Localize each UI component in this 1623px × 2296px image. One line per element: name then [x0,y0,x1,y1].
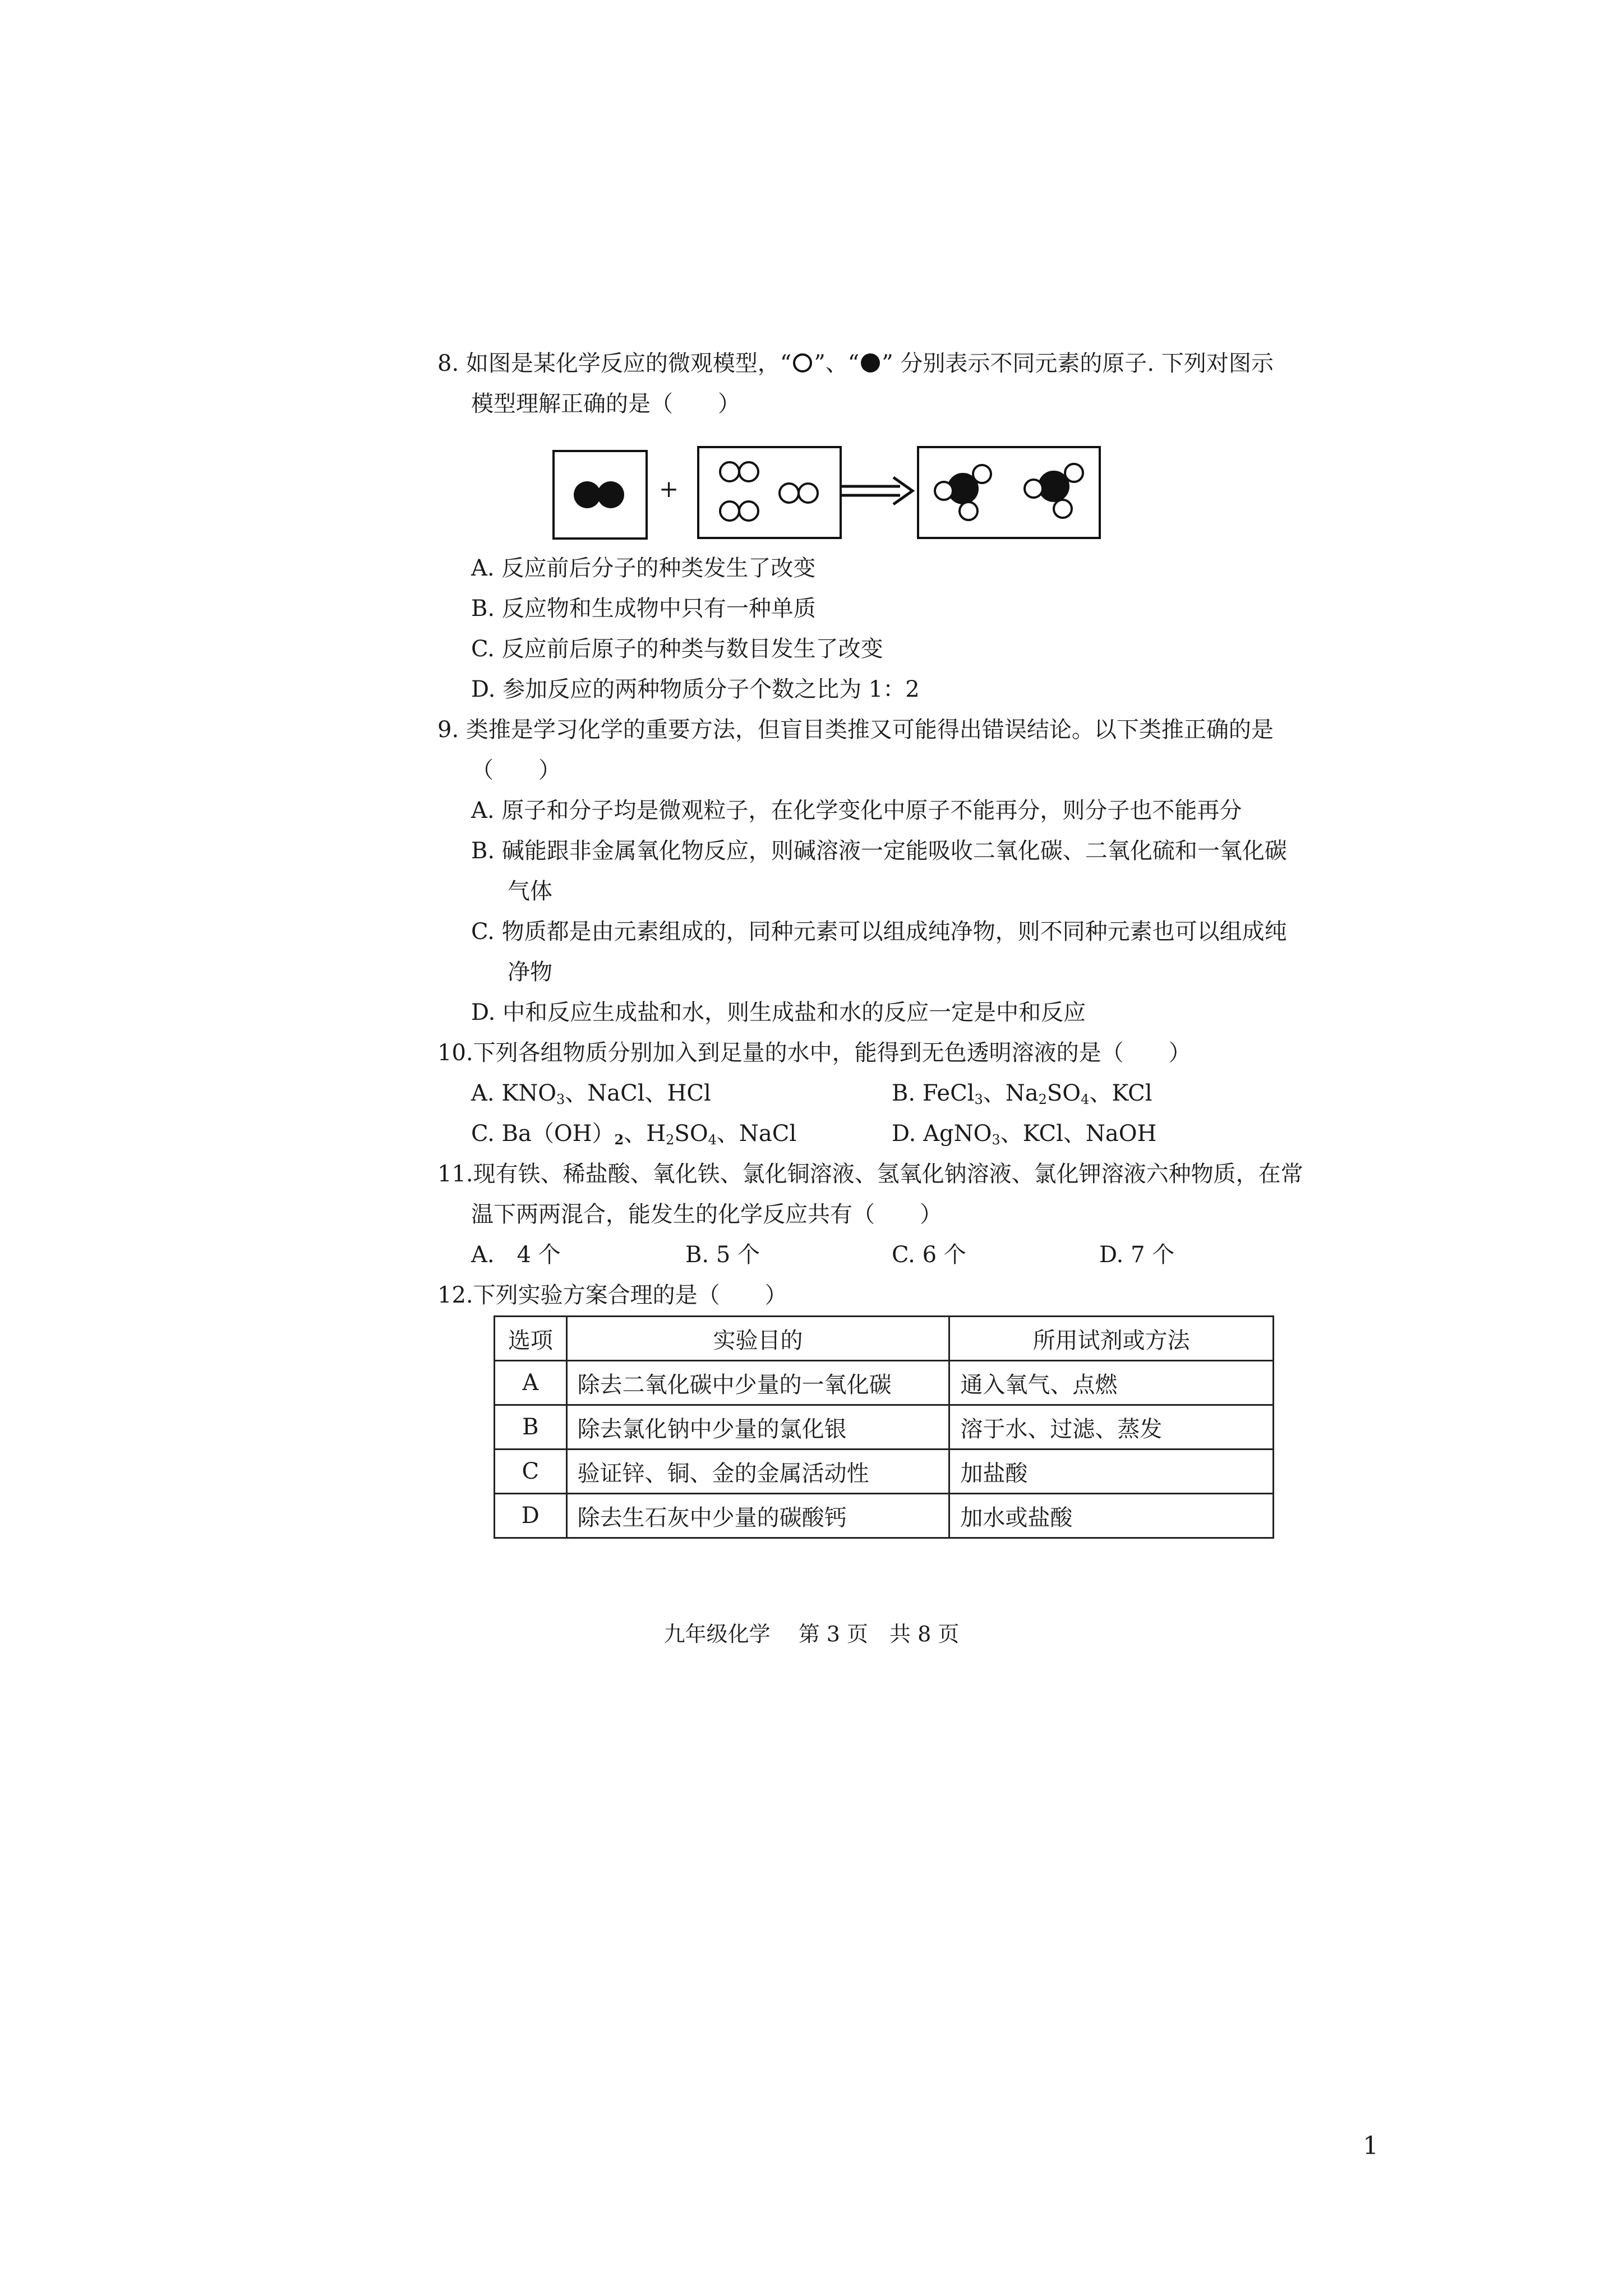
q8-option-a[interactable]: A. 反应前后分子的种类发生了改变 [471,555,816,581]
q9-option-b[interactable]: B. 碱能跟非金属氧化物反应，则碱溶液一定能吸收二氧化碳、二氧化硫和一氧化碳 [471,838,1287,864]
q8-stem-mid: ”、“ [814,351,860,376]
q11-option-a[interactable]: A. 4 个 [471,1242,561,1268]
table-cell: 除去氯化钠中少量的氯化银 [566,1405,949,1450]
table-cell: A [495,1361,567,1405]
white-molecules-icon [699,448,840,537]
table-header-purpose: 实验目的 [566,1317,949,1361]
q8-stem-line2: 模型理解正确的是（ ） [471,391,740,417]
table-header-method: 所用试剂或方法 [949,1317,1274,1361]
table-header-row [495,1317,1274,1361]
black-molecule-icon [555,452,645,537]
q9-stem-line1: 9. 类推是学习化学的重要方法，但盲目类推又可能得出错误结论。以下类推正确的是 [437,717,1274,743]
table-cell: 验证锌、铜、金的金属活动性 [566,1450,949,1494]
table-cell: B [495,1405,567,1450]
table-cell: 溶于水、过滤、蒸发 [949,1405,1274,1450]
q11-option-c[interactable]: C. 6 个 [892,1242,966,1268]
q8-option-b[interactable]: B. 反应物和生成物中只有一种单质 [471,596,816,622]
reaction-diagram [552,446,1127,541]
q11-stem-line2: 温下两两混合，能发生的化学反应共有（ ） [471,1202,942,1227]
q9-option-a[interactable]: A. 原子和分子均是微观粒子，在化学变化中原子不能再分，则分子也不能再分 [471,798,1242,823]
table-cell: 加水或盐酸 [949,1494,1274,1538]
q9-option-c[interactable]: C. 物质都是由元素组成的，同种元素可以组成纯净物，则不同种元素也可以组成纯 [471,919,1287,945]
q10-stem: 10.下列各组物质分别加入到足量的水中，能得到无色透明溶液的是（ ） [437,1040,1191,1066]
table-row [495,1361,1274,1405]
table-cell: 通入氧气、点燃 [949,1361,1274,1405]
table-cell: 除去生石灰中少量的碳酸钙 [566,1494,949,1538]
table-cell: 除去二氧化碳中少量的一氧化碳 [566,1361,949,1405]
q10-option-d[interactable]: D. AgNO$_3$、KCl、NaOH [892,1121,1157,1148]
q10-option-c[interactable]: C. $Ba(OH)_2$、$H_2SO_4$、NaCl [471,1121,797,1148]
q9-option-b-cont: 气体 [508,878,552,904]
q11-stem-line1: 11.现有铁、稀盐酸、氧化铁、氯化铜溶液、氢氧化钠溶液、氯化钾溶液六种物质，在常 [437,1161,1303,1187]
plus-sign: + [659,475,679,503]
q10-option-a[interactable]: A. $KNO_3$、NaCl、HCl [471,1080,711,1107]
table-header-option: 选项 [495,1317,567,1361]
experiment-table [494,1315,1274,1539]
q10-option-b[interactable]: B. FeCl$_3$、$Na_2SO_4$、KCl [892,1080,1152,1107]
q9-option-c-cont: 净物 [508,959,552,985]
reaction-arrow-icon [840,474,915,508]
table-row [495,1405,1274,1450]
product-molecules-icon [919,448,1099,537]
page-footer: 九年级化学 第 3 页 共 8 页 [663,1622,960,1646]
product-box [917,446,1101,539]
page-number: 1 [1363,2132,1378,2160]
table-row [495,1494,1274,1538]
q11-option-d[interactable]: D. 7 个 [1099,1242,1175,1268]
table-cell: 加盐酸 [949,1450,1274,1494]
reactant-box-black [552,450,648,540]
q8-option-d[interactable]: D. 参加反应的两种物质分子个数之比为 1：2 [471,677,920,702]
q8-stem-prefix: 8. 如图是某化学反应的微观模型，“ [437,351,792,376]
table-cell: D [495,1494,567,1538]
q12-stem: 12.下列实验方案合理的是（ ） [437,1282,787,1308]
table-cell: C [495,1450,567,1494]
q8-stem-line1 [437,348,1274,379]
reactant-box-white [697,446,842,539]
white-atom-icon [791,352,814,374]
q9-option-d[interactable]: D. 中和反应生成盐和水，则生成盐和水的反应一定是中和反应 [471,1000,1086,1025]
q11-option-b[interactable]: B. 5 个 [685,1242,760,1268]
table-row [495,1450,1274,1494]
black-atom-icon [859,352,882,374]
q9-stem-line2: （ ） [471,757,561,783]
q8-option-c[interactable]: C. 反应前后原子的种类与数目发生了改变 [471,636,883,662]
q8-stem-suffix: ” 分别表示不同元素的原子. 下列对图示 [882,351,1274,376]
